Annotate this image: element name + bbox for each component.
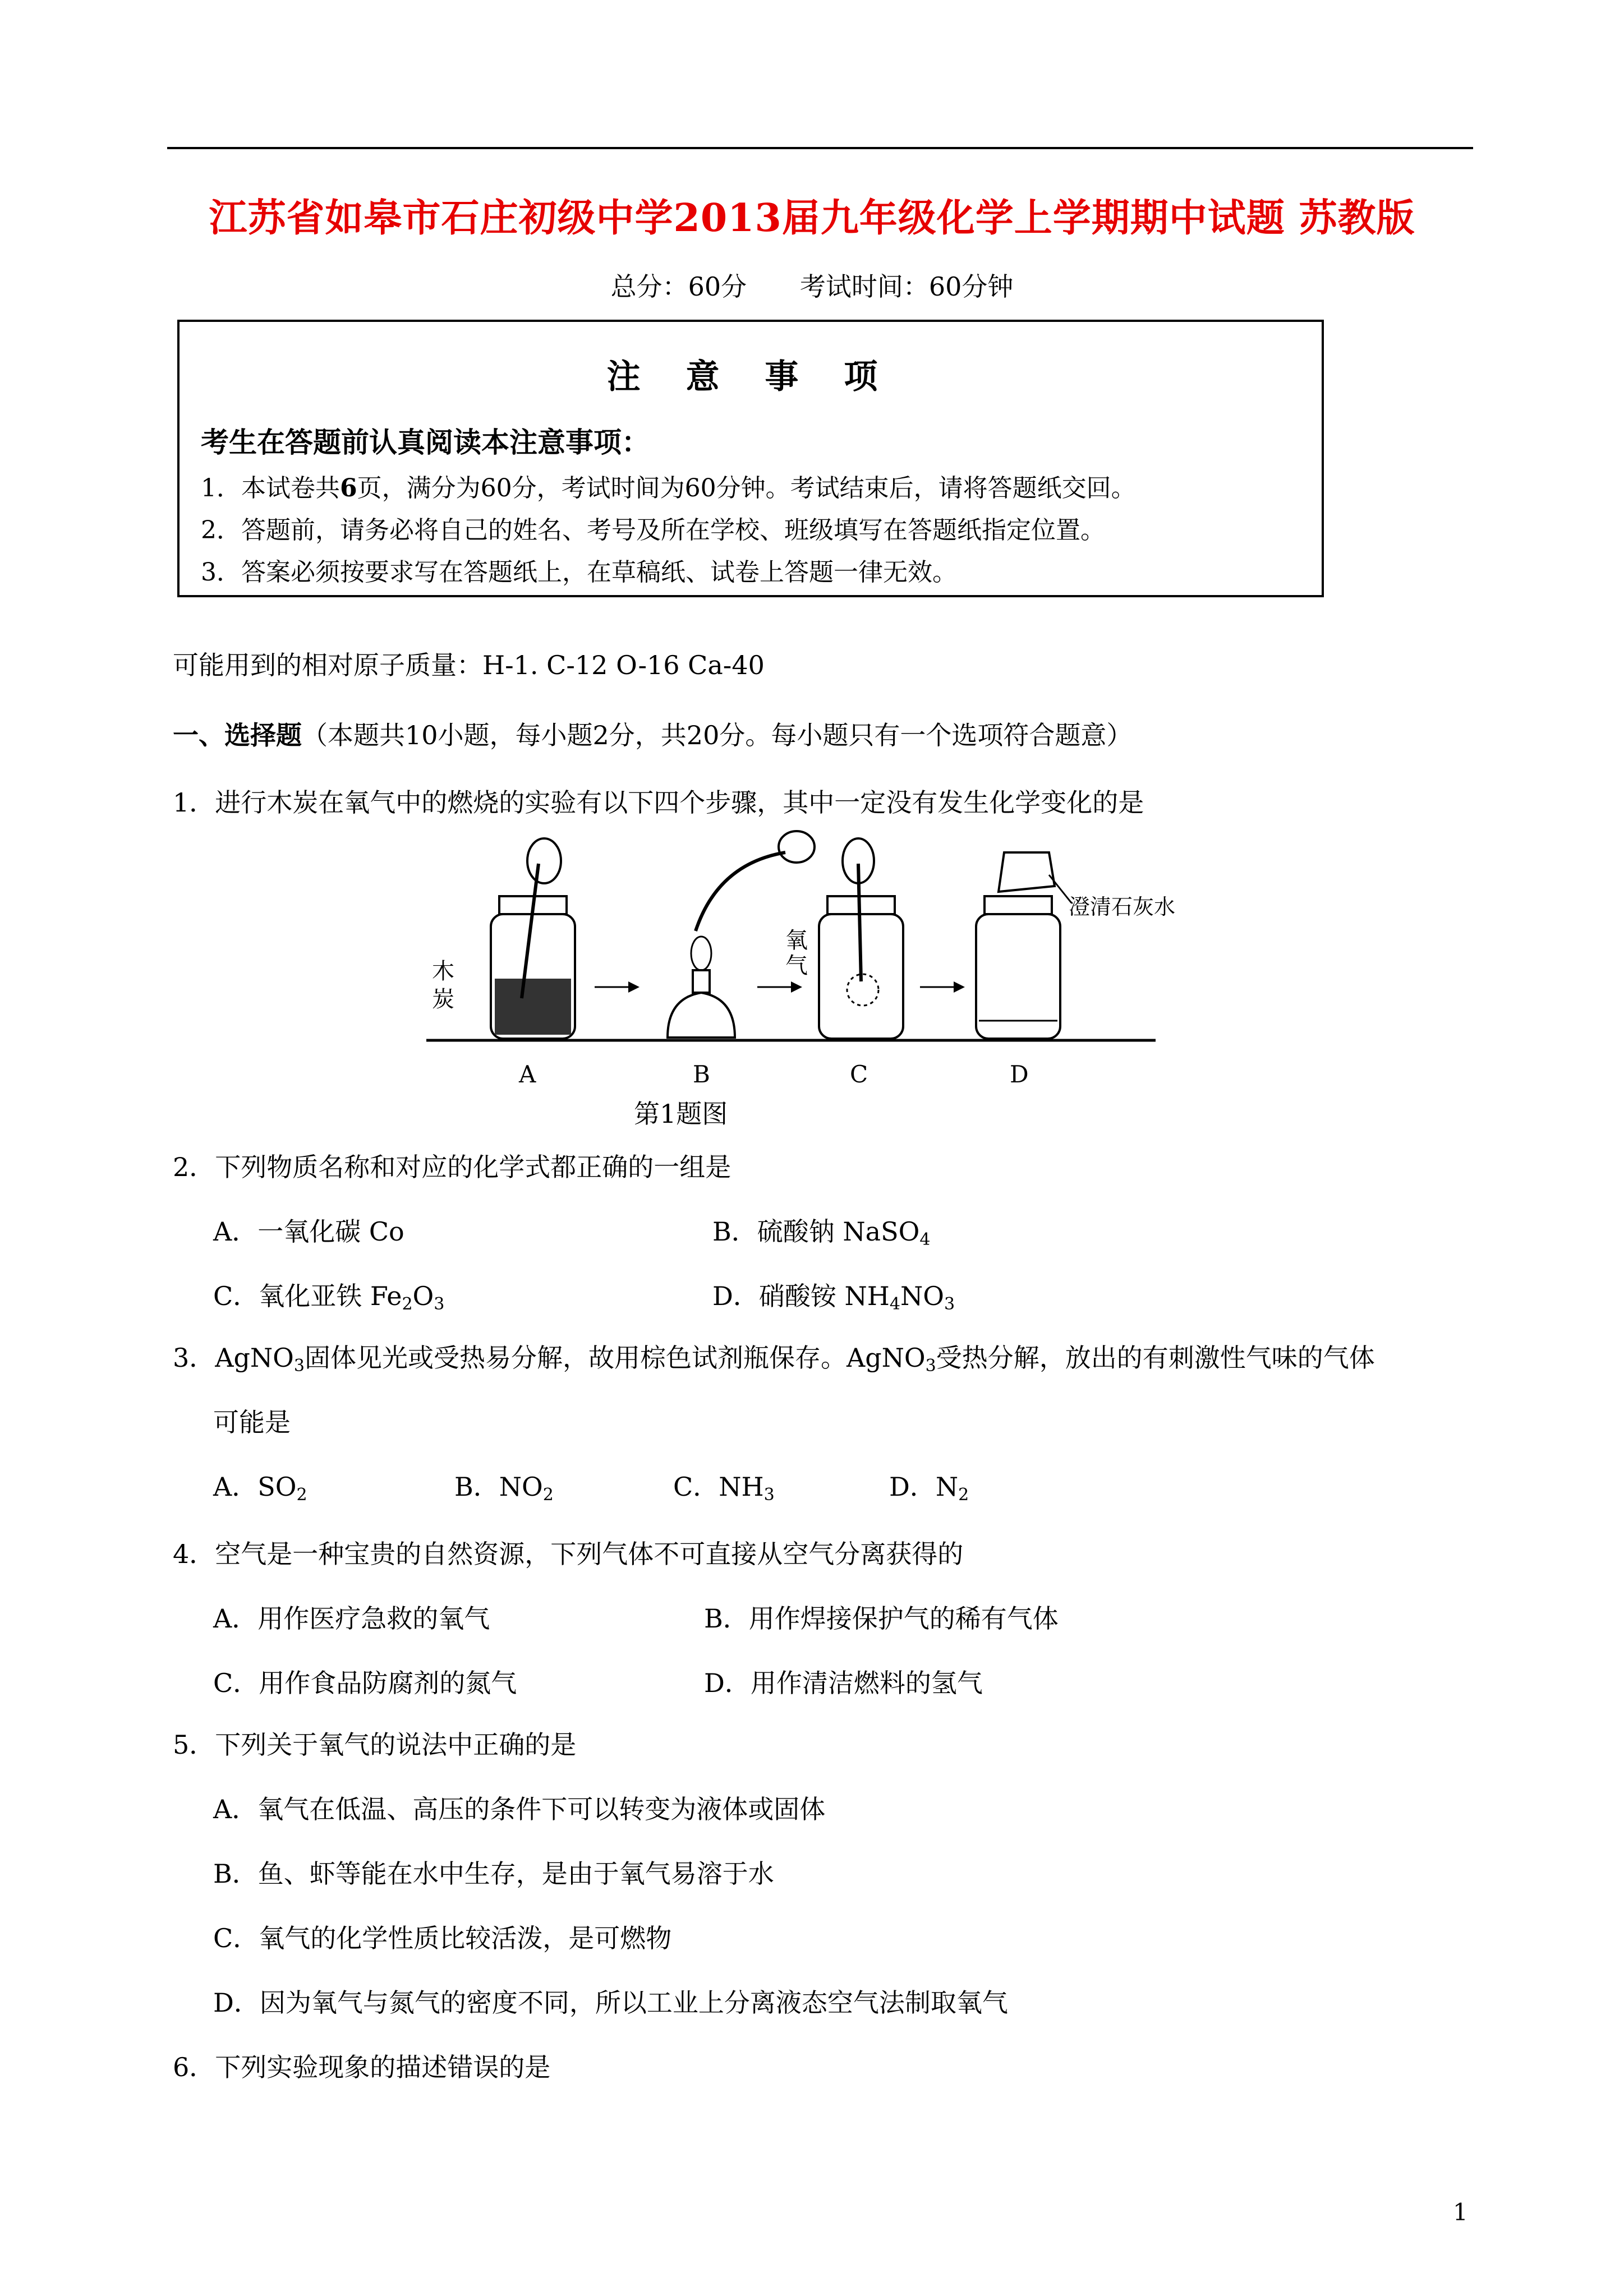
- total-score: 总分：60分: [610, 271, 747, 302]
- question-2: 2．下列物质名称和对应的化学式都正确的一组是: [173, 1152, 732, 1182]
- q3-option-b: B．$NO_2$: [454, 1472, 554, 1505]
- question-3: 3．AgNO$_3$固体见光或受热易分解，故用棕色试剂瓶保存。AgNO$_3$受热分解，放出的有刺激性气味的气体: [173, 1343, 1375, 1376]
- label-c: C: [850, 1061, 868, 1088]
- notice-subtitle: 考生在答题前认真阅读本注意事项：: [201, 426, 650, 459]
- question-5: 5．下列关于氧气的说法中正确的是: [173, 1730, 577, 1760]
- jar-d: [976, 852, 1175, 1039]
- page-number: 1: [1453, 2198, 1468, 2226]
- q5-option-d: D．因为氧气与氮气的密度不同，所以工业上分离液态空气法制取氧气: [213, 1988, 1008, 2018]
- section1-heading: 一、选择题（本题共10小题，每小题2分，共20分。每小题只有一个选项符合题意）: [173, 720, 1133, 750]
- q3-option-a: A．$SO_2$: [213, 1472, 307, 1505]
- q4-option-a: A．用作医疗急救的氧气: [213, 1603, 490, 1634]
- charcoal-label-2: 炭: [432, 986, 454, 1012]
- label-d: D: [1010, 1061, 1029, 1088]
- notice-item-1: 1．本试卷共6页，满分为60分，考试时间为60分钟。考试结束后，请将答题纸交回。: [201, 474, 1136, 502]
- exam-time: 考试时间：60分钟: [799, 271, 1014, 302]
- notice-item-2: 2．答题前，请务必将自己的姓名、考号及所在学校、班级填写在答题纸指定位置。: [201, 516, 1105, 545]
- question-1: 1．进行木炭在氧气中的燃烧的实验有以下四个步骤，其中一定没有发生化学变化的是: [173, 787, 1144, 818]
- score-line: [0, 266, 1624, 303]
- notice-title: 注 意 事 项: [606, 357, 895, 397]
- q2-option-c: C．氧化亚铁 $Fe_2O_3$: [213, 1281, 445, 1314]
- q5-option-b: B．鱼、虾等能在水中生存，是由于氧气易溶于水: [213, 1859, 774, 1889]
- question-4: 4．空气是一种宝贵的自然资源，下列气体不可直接从空气分离获得的: [173, 1539, 964, 1569]
- q3-option-d: D．$N_2$: [889, 1472, 969, 1505]
- page-title: 江苏省如皋市石庄初级中学2013届九年级化学上学期期中试题 苏教版: [209, 196, 1415, 241]
- question-6: 6．下列实验现象的描述错误的是: [173, 2052, 551, 2082]
- atomic-mass: 可能用到的相对原子质量：H-1. C-12 O-16 Ca-40: [173, 650, 765, 680]
- q4-option-c: C．用作食品防腐剂的氮气: [213, 1668, 517, 1698]
- q4-option-d: D．用作清洁燃料的氢气: [704, 1668, 983, 1698]
- limewater-label: 澄清石灰水: [1069, 895, 1176, 919]
- q2-option-b: B．硫酸钠 NaSO$_4$: [712, 1216, 931, 1250]
- notice-box: [177, 320, 1324, 597]
- experiment-figure: [426, 830, 1176, 1099]
- q4-option-b: B．用作焊接保护气的稀有气体: [704, 1603, 1059, 1634]
- q2-option-d: D．硝酸铵 $NH_4NO_3$: [712, 1281, 955, 1314]
- q2-option-a: A．一氧化碳 Co: [213, 1216, 404, 1247]
- charcoal-label: 木: [432, 958, 454, 984]
- q3-option-c: C．$NH_3$: [673, 1472, 775, 1505]
- q5-option-a: A．氧气在低温、高压的条件下可以转变为液体或固体: [213, 1794, 826, 1824]
- question-3-line2: 可能是: [213, 1407, 291, 1437]
- oxygen-label: 氧: [785, 928, 808, 953]
- top-rule: [167, 147, 1473, 149]
- jar-c: [785, 838, 903, 1039]
- figure-caption: 第1题图: [634, 1099, 728, 1129]
- oxygen-label-2: 气: [785, 953, 808, 979]
- label-a: A: [519, 1061, 536, 1088]
- q5-option-c: C．氧气的化学性质比较活泼，是可燃物: [213, 1923, 672, 1953]
- jar-a: [432, 838, 575, 1039]
- label-b: B: [693, 1061, 710, 1088]
- notice-item-3: 3．答案必须按要求写在答题纸上，在草稿纸、试卷上答题一律无效。: [201, 558, 957, 587]
